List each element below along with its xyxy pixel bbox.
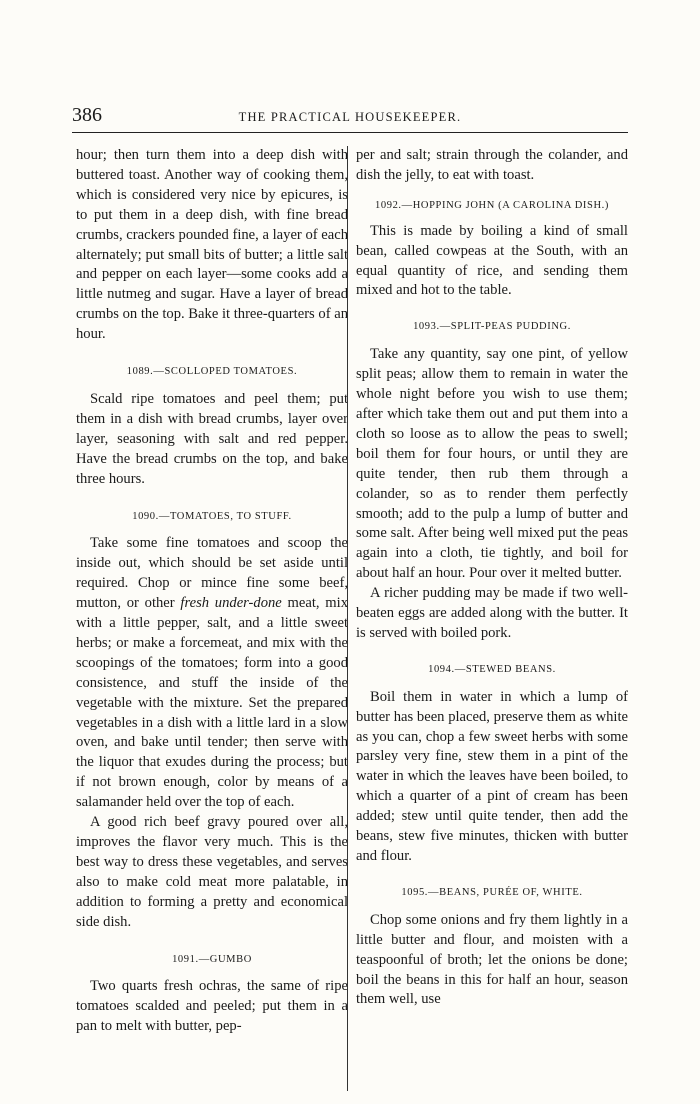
right-column [356,146,628,1010]
text-run: meat, mix with a little pepper, salt, and a little sweet herbs; or make a forcemeat, and mix with the scoopings of the tomatoes; form into a good consistence, and stuff the inside of the vegetable with the mixture. Set the prepared vegetables in a dish with a little lard in a slow oven, and bake until tender; then serve with the liquor that exudes during the process; but if not brown enough, color by means of a salamander held over the top of each. [76,595,349,811]
paragraph: This is made by boiling a kind of small bean, called cowpeas at the South, with an equal quantity of rice, and sending them mixed and hot to the table. [356,222,628,299]
running-title: THE PRACTICAL HOUSEKEEPER. [238,110,462,124]
paragraph: hour; then turn them into a deep dish with buttered toast. Another way of cooking them, which is considered very nice by epicures, is to put them in a deep dish, with fine bread crumbs, crackers pounded fine, a layer of each alternately; put small bits of butter; a little salt and pepper on each layer—some cooks add a little nutmeg and sugar. Have a layer of bread crumbs on the top. Bake it three-quarters of an hour. [76,147,348,343]
paragraph: A good rich beef gravy poured over all, improves the flavor very much. This is the best way to dress these vegetables, and serves also to make cold meat more palatable, in addition to forming a pretty and economical side dish. [76,814,348,930]
recipe-heading: 1095.—BEANS, PURÉE OF, WHITE. [401,886,583,898]
page-number: 386 [72,104,102,126]
header-rule [72,132,628,133]
page-header [72,104,628,132]
left-column [76,146,348,1037]
column-divider [347,146,348,1091]
recipe-heading: 1089.—SCOLLOPED TOMATOES. [126,366,298,378]
paragraph: Two quarts fresh ochras, the same of ripe tomatoes scalded and peeled; put them in a pan to melt with butter, pep- [76,978,348,1035]
recipe-heading: 1093.—SPLIT-PEAS PUDDING. [413,321,571,333]
paragraph: per and salt; strain through the colander, and dish the jelly, to eat with toast. [356,147,628,183]
recipe-heading: 1090.—TOMATOES, TO STUFF. [132,510,292,522]
italic-text: fresh under-done [180,595,282,612]
paragraph: Take any quantity, say one pint, of yellow split peas; allow them to remain in water the whole night before you wish to use them; after which take them out and put them into a cloth so loose as to allow the peas to swell; boil them for four hours, or until they are quite tender, then rub them through a colander, so as to render them perfectly smooth; add to the pulp a lump of butter and some salt. After being well mixed put the peas again into a cloth, tie tightly, and boil for about half an hour. Pour over it melted butter. [356,346,628,582]
paragraph: Chop some onions and fry them lightly in a little butter and flour, and moisten with a teaspoonful of broth; let the onions be done; boil the beans in this for half an hour, season them well, use [356,911,628,1008]
paragraph [76,534,348,813]
paragraph: Scald ripe tomatoes and peel them; put them in a dish with bread crumbs, layer over layer, seasoning with salt and red pepper. Have the bread crumbs on the top, and bake three hours. [76,390,348,487]
text-run: Take some fine tomatoes and scoop the inside out, which should be set aside until required. Chop or mince fine some beef, mutton, or other [76,535,348,612]
recipe-heading: 1091.—GUMBO [172,953,252,965]
recipe-heading: 1092.—HOPPING JOHN (A CAROLINA DISH.) [375,199,609,211]
recipe-heading: 1094.—STEWED BEANS. [428,663,556,675]
paragraph: A richer pudding may be made if two well-beaten eggs are added along with the butter. It is served with boiled pork. [356,585,628,641]
paragraph: Boil them in water in which a lump of butter has been placed, preserve them as white as you can, chop a few sweet herbs with some parsley very fine, stew them in a pint of the water in which the leaves have been boiled, to which a quarter of a pint of cream has been added; stew until quite tender, then add the beans, stew five minutes, thicken with butter and flour. [356,688,628,864]
